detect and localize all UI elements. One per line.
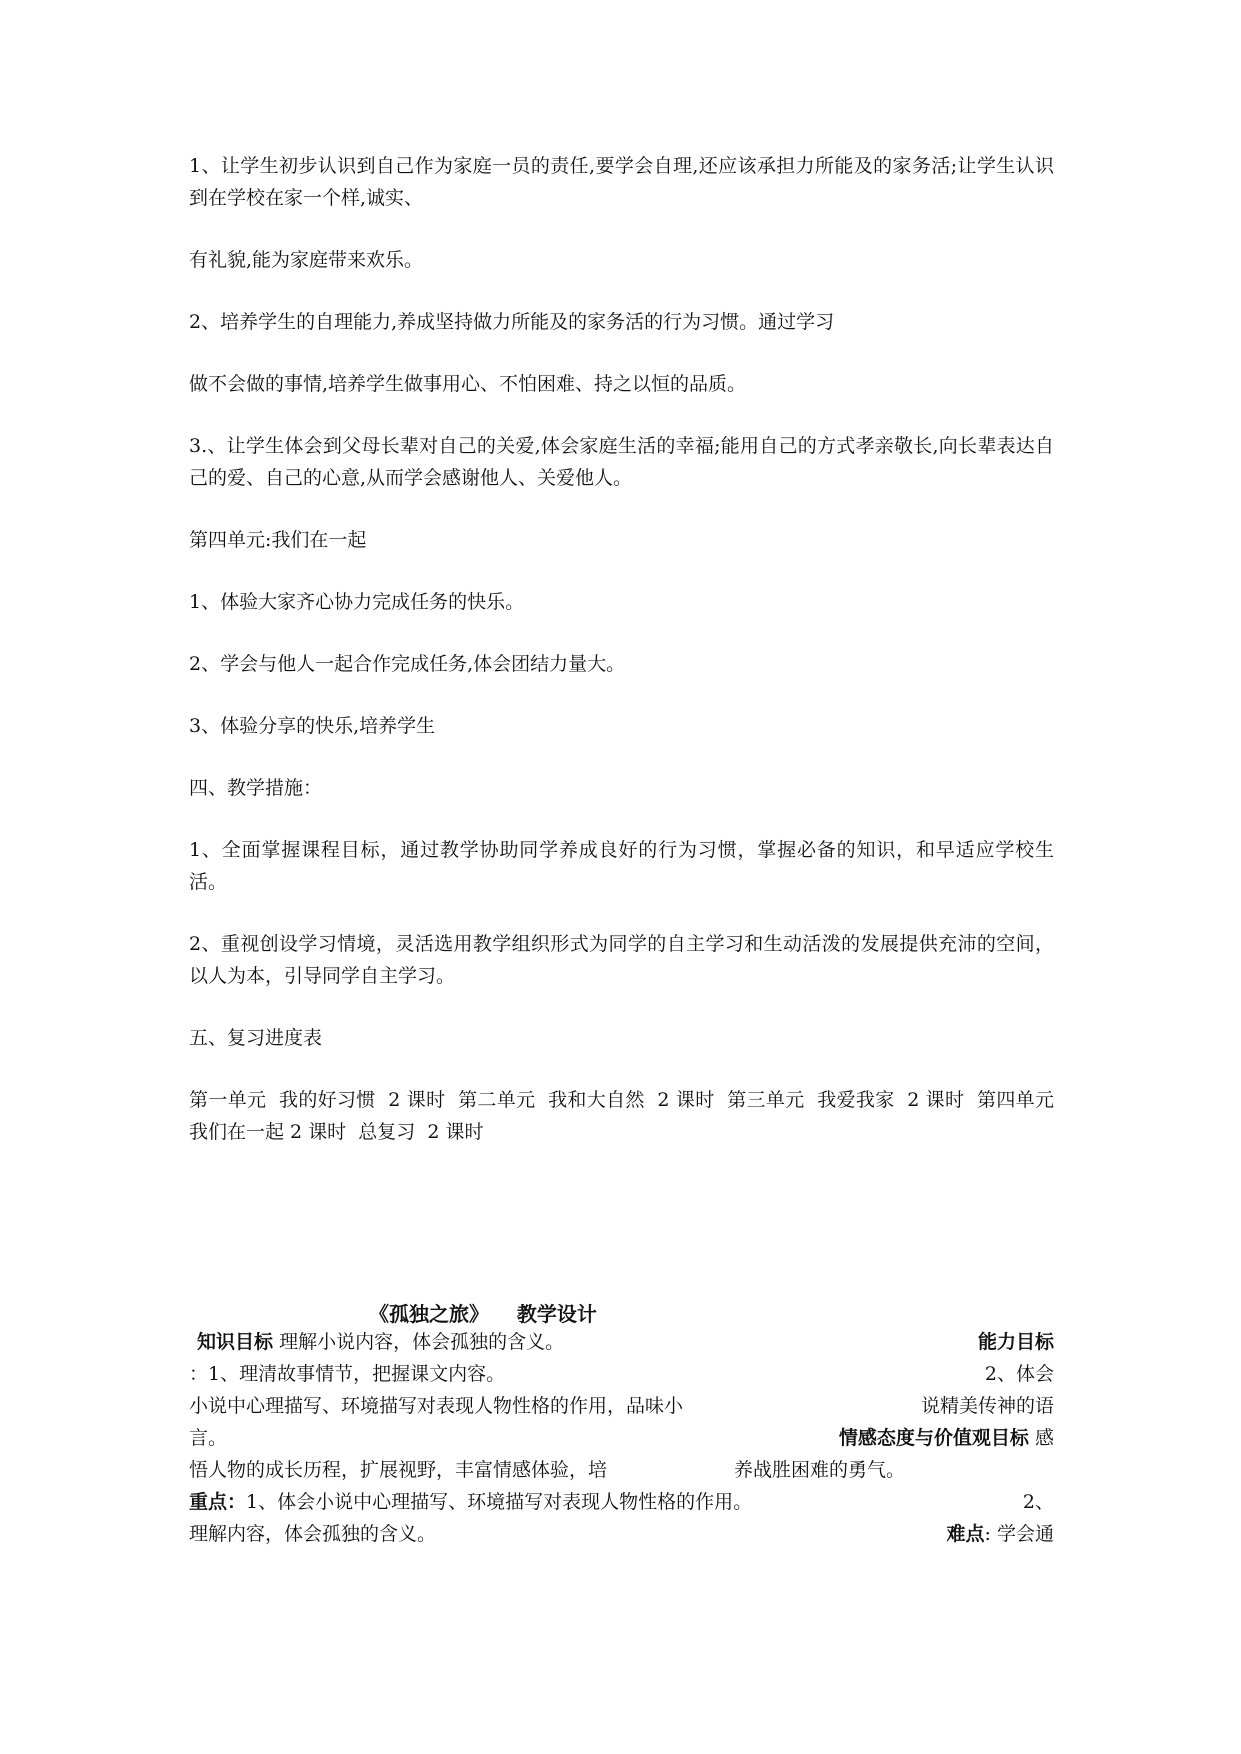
design-row-6: [189, 1486, 1054, 1518]
paragraph-goal-3: 3.、让学生体会到父母长辈对自己的关爱,体会家庭生活的幸福;能用自己的方式孝亲敬长,向长辈表达自己的爱、自己的心意,从而学会感谢他人、关爱他人。: [189, 435, 1054, 489]
key-point-text: 1、体会小说中心理描写、环境描写对表现人物性格的作用。: [246, 1491, 753, 1513]
knowledge-goal-text: 理解小说内容，体会孤独的含义。: [279, 1331, 565, 1353]
knowledge-goal-label: 知识目标: [197, 1331, 274, 1353]
review-schedule: 第一单元 我的好习惯 2 课时 第二单元 我和大自然 2 课时 第三单元 我爱我家 2 课时 第四单元 我们在一起 2 课时 总复习 2 课时: [189, 1089, 1067, 1143]
ability-goal-text-4: 说精美传神的语: [920, 1395, 1054, 1417]
body-text: [189, 150, 1067, 1178]
unit-four-item-1: 1、体验大家齐心协力完成任务的快乐。: [189, 591, 525, 613]
key-point-text-2: 2、: [1022, 1491, 1054, 1513]
unit-four-heading: 第四单元:我们在一起: [189, 529, 367, 551]
section-four-heading: 四、教学措施：: [189, 777, 323, 799]
lesson-design-title: 《孤独之旅》 教学设计: [369, 1302, 597, 1326]
emotion-goal-label: 情感态度与价值观目标: [838, 1427, 1029, 1449]
ability-goal-text-2: 2、体会: [984, 1363, 1054, 1385]
difficulty-label: 难点: [946, 1523, 985, 1545]
emotion-goal-text-2: 养战胜困难的勇气。: [734, 1459, 906, 1481]
difficulty-text: : 学会通: [984, 1523, 1054, 1545]
paragraph-goal-1-cont: 有礼貌,能为家庭带来欢乐。: [189, 249, 424, 271]
paragraph-goal-2-cont: 做不会做的事情,培养学生做事用心、不怕困难、持之以恒的品质。: [189, 373, 747, 395]
emotion-goal-text-start: 感: [1034, 1427, 1054, 1449]
design-row-5: [189, 1454, 1054, 1486]
measure-item-2: 2、重视创设学习情境，灵活选用教学组织形式为同学的自主学习和生动活泼的发展提供充沛的空间，以人为本，引导同学自主学习。: [189, 933, 1054, 987]
ability-goal-text-5: 言。: [189, 1427, 228, 1449]
unit-four-item-2: 2、学会与他人一起合作完成任务,体会团结力量大。: [189, 653, 626, 675]
ability-goal-text: ：1、理清故事情节，把握课文内容。: [189, 1363, 506, 1385]
design-row-4: [189, 1422, 1054, 1454]
unit-four-item-3: 3、体验分享的快乐,培养学生: [189, 715, 436, 737]
key-point-text-3: 理解内容，体会孤独的含义。: [189, 1523, 437, 1545]
paragraph-goal-1: 1、让学生初步认识到自己作为家庭一员的责任,要学会自理,还应该承担力所能及的家务活;让学生认识到在学校在家一个样,诚实、: [189, 155, 1054, 209]
design-row-3: [189, 1390, 1054, 1422]
section-five-heading: 五、复习进度表: [189, 1027, 323, 1049]
design-row-2: [189, 1358, 1054, 1390]
paragraph-goal-2: 2、培养学生的自理能力,养成坚持做力所能及的家务活的行为习惯。通过学习: [189, 311, 835, 333]
design-row-1: [189, 1326, 1054, 1358]
measure-item-1: 1、全面掌握课程目标，通过教学协助同学养成良好的行为习惯，掌握必备的知识，和早适应学校生活。: [189, 839, 1054, 893]
design-row-7: [189, 1518, 1054, 1550]
ability-goal-label: 能力目标: [977, 1331, 1054, 1353]
ability-goal-text-3: 小说中心理描写、环境描写对表现人物性格的作用，品味小: [189, 1395, 684, 1417]
key-point-label: 重点：: [189, 1491, 247, 1513]
emotion-goal-text: 悟人物的成长历程，扩展视野，丰富情感体验，培: [189, 1459, 608, 1481]
